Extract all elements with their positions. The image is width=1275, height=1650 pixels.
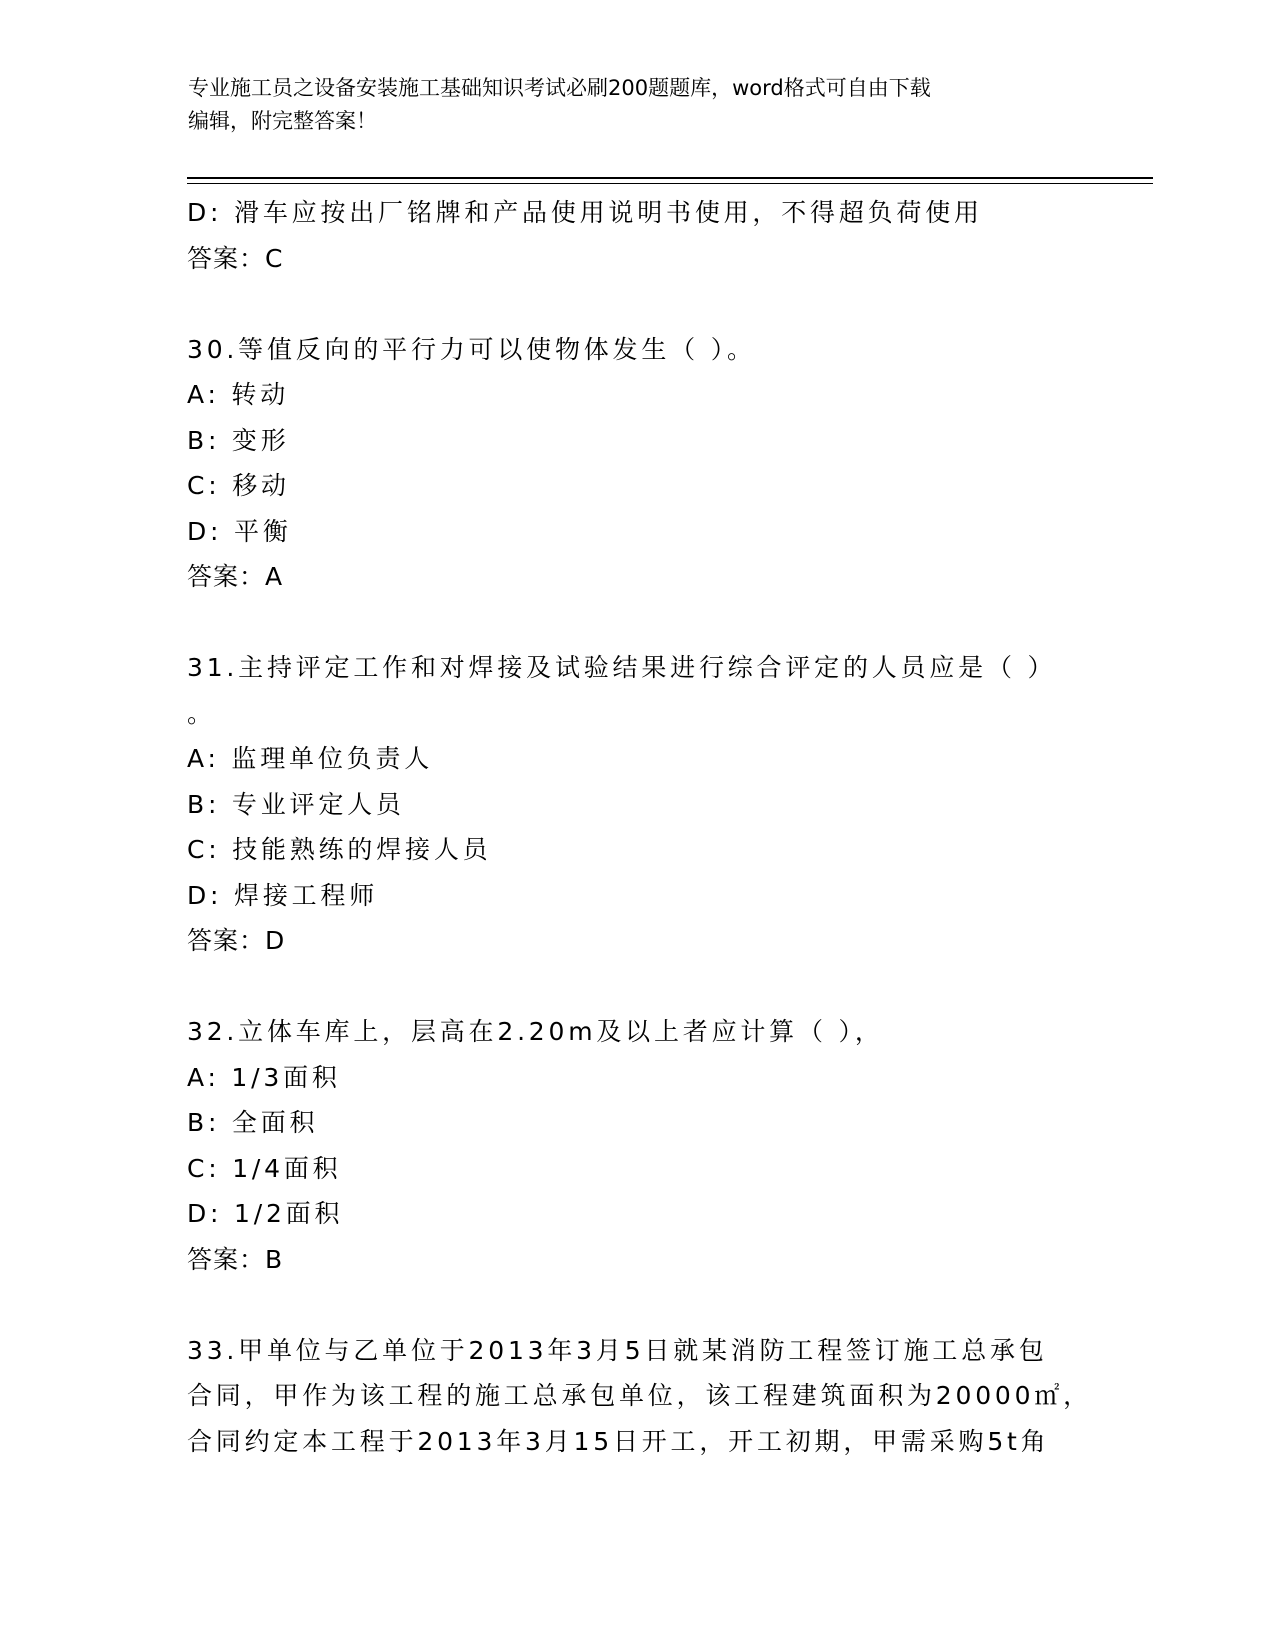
option-line: A: 监理单位负责人 — [187, 744, 434, 773]
option-line: C: 技能熟练的焊接人员 — [187, 835, 492, 864]
option-line: D: 滑车应按出厂铭牌和产品使用说明书使用，不得超负荷使用 — [187, 198, 983, 227]
option-line: A: 1/3面积 — [187, 1062, 341, 1092]
spacer — [187, 600, 1087, 646]
header-title-line-1: 专业施工员之设备安装施工基础知识考试必刷200题题库，word格式可自由下载 — [188, 76, 931, 100]
question-stem: 30.等值反向的平行力可以使物体发生（ ）。 — [187, 334, 756, 364]
answer-line: 答案：C — [187, 243, 284, 273]
question-stem-continuation: 合同约定本工程于2013年3月15日开工，开工初期，甲需采购5t角 — [187, 1426, 1050, 1456]
header-title-line-2: 编辑，附完整答案！ — [188, 109, 377, 133]
option-line: C: 移动 — [187, 471, 290, 500]
question-stem-continuation: 。 — [187, 698, 216, 728]
option-line: D: 1/2面积 — [187, 1199, 344, 1228]
header-divider-thin — [187, 183, 1153, 184]
question-stem: 31.主持评定工作和对焊接及试验结果进行综合评定的人员应是（ ） — [187, 653, 1057, 682]
option-line: B: 全面积 — [187, 1108, 319, 1137]
question-block — [187, 190, 1087, 281]
option-line: C: 1/4面积 — [187, 1153, 342, 1183]
option-line: B: 变形 — [187, 425, 290, 455]
answer-line: 答案：A — [187, 562, 284, 591]
option-line: B: 专业评定人员 — [187, 789, 405, 819]
header-divider-thick — [187, 177, 1153, 179]
document-header — [188, 72, 1068, 138]
answer-line: 答案：D — [187, 926, 286, 955]
question-stem: 33.甲单位与乙单位于2013年3月5日就某消防工程签订施工总承包 — [187, 1335, 1048, 1365]
spacer — [187, 281, 1087, 327]
question-block — [187, 1009, 1087, 1282]
question-content — [187, 190, 1092, 1464]
option-line: D: 平衡 — [187, 516, 292, 546]
spacer — [187, 1282, 1087, 1328]
option-line: A: 转动 — [187, 380, 290, 409]
spacer — [187, 964, 1087, 1010]
question-block — [187, 1328, 1092, 1465]
question-block — [187, 327, 1087, 600]
question-stem-continuation: 合同，甲作为该工程的施工总承包单位，该工程建筑面积为20000㎡， — [187, 1381, 1092, 1410]
question-block — [187, 645, 1087, 964]
option-line: D: 焊接工程师 — [187, 880, 379, 910]
answer-line: 答案：B — [187, 1244, 284, 1274]
question-stem: 32.立体车库上，层高在2.20m及以上者应计算（ ）， — [187, 1017, 884, 1046]
